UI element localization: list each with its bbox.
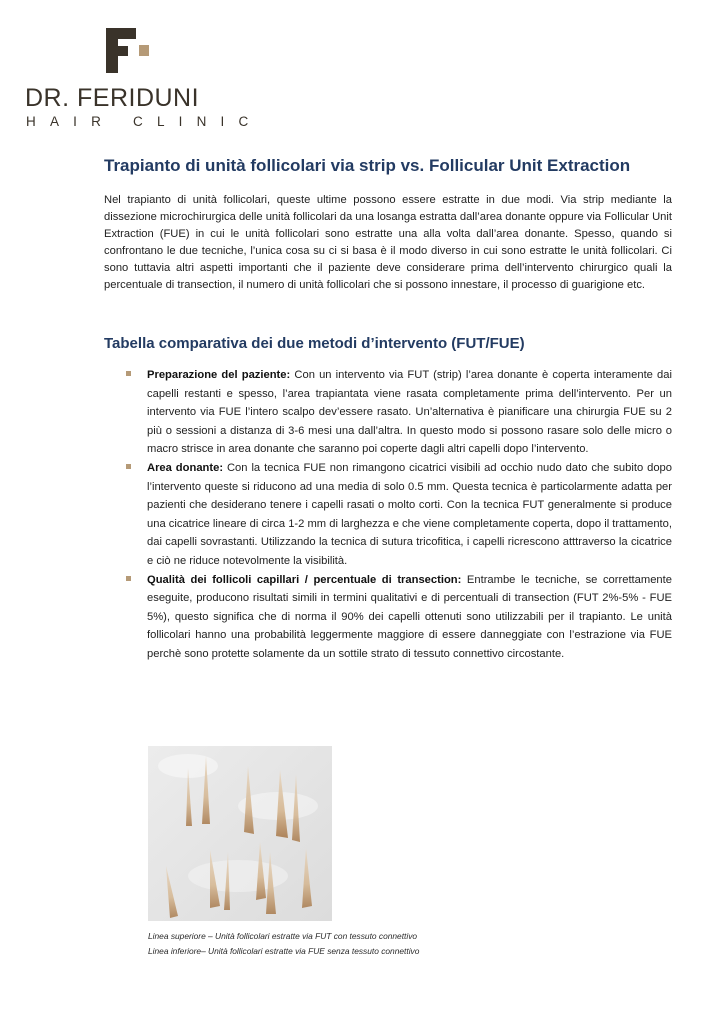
bullet-text: Con la tecnica FUE non rimangono cicatrici visibili ad occhio nudo dato che subito dopo l’intervento queste si riducono ad una media di solo 0.5 mm. Questa tecnica è particolarmente adatta per pazienti che desiderano tenere i capelli rasati o molto corti. Con la tecnica FUT generalmente si produce una cicatrice lineare di circa 1-2 mm di larghezza e che viene completamente coperta, dopo il trattamento, dai capelli sovrastanti. Utilizzando la tecnica di sutura tricofitica, i capelli ricrescono atttraverso la cicatrice e ciò ne riduce notevolmente la visibilità. (147, 461, 672, 567)
list-item (124, 366, 672, 459)
clinic-logo (25, 28, 263, 132)
bullet-square-icon (126, 371, 131, 376)
logo-subtitle: HAIR CLINIC (26, 114, 263, 129)
bullet-text: Entrambe le tecniche, se correttamente eseguite, producono risultati simili in termini qualitativi e di percentuali di transection (FUT 2%-5% - FUE 5%), questo significa che di norma il 90% dei capelli ottenuti sono utilizzabili per il trapianto. Le unità follicolari hanno una probabilità leggermente maggiore di essere danneggiate con l’estrazione via FUE perchè sono protette solamente da un sottile strato di tessuto connettivo circostante. (147, 573, 672, 660)
follicular-units-photo (148, 746, 332, 921)
photo-caption: Linea inferiore– Unità follicolari estratte via FUE senza tessuto connettivo (148, 946, 420, 956)
bullet-label: Area donante: (147, 461, 224, 474)
logo-name: DR. FERIDUNI (25, 84, 200, 112)
logo-mark-icon (106, 28, 176, 73)
photo-caption: Linea superiore – Unità follicolari estratte via FUT con tessuto connettivo (148, 931, 418, 941)
page-title: Trapianto di unità follicolari via strip vs. Follicular Unit Extraction (104, 156, 631, 175)
bullet-text: Con un intervento via FUT (strip) l’area donante è coperta interamente dai capelli restanti e spesso, l’area trapiantata viene rasata completamente prima dell’intervento. Per un intervento via FUE l’intero scalpo dev’essere rasato. Un’alternativa è pianificare una chirurgia FUE su 2 più o sessioni a distanza di 3-6 mesi una dall’altra. In questo modo si possono rasare solo delle micro o macro strisce in area donante che saranno poi coperte dagli altri capelli dopo l’intervento. (147, 369, 672, 456)
list-item (124, 459, 672, 571)
intro-paragraph: Nel trapianto di unità follicolari, queste ultime possono essere estratte in due modi. Via strip mediante la dissezione microchirurgica delle unità follicolari da una losanga estratta dall’area donante oppure via Follicular Unit Extraction (FUE) in cui le unità follicolari sono estratte una alla volta dall’area donante. Spesso, quando si confrontano le due tecniche, l’unica cosa su ci si basa è il modo diverso in cui sono estratte le unità follicolari. Ci sono tuttavia altri aspetti importanti che il paziente deve considerare prima dell’intervento chirurgico quali la percentuale di transection, il numero di unità follicolari che si possono innestare, il processo di guarigione etc. (104, 194, 672, 292)
bullet-label: Qualità dei follicoli capillari / percentuale di transection: (147, 573, 462, 586)
bullet-label: Preparazione del paziente: (147, 369, 291, 381)
bullet-square-icon (126, 464, 131, 469)
list-item (124, 571, 672, 664)
section-title: Tabella comparativa dei due metodi d’intervento (FUT/FUE) (104, 335, 525, 352)
comparison-list (124, 366, 672, 664)
bullet-square-icon (126, 576, 131, 581)
